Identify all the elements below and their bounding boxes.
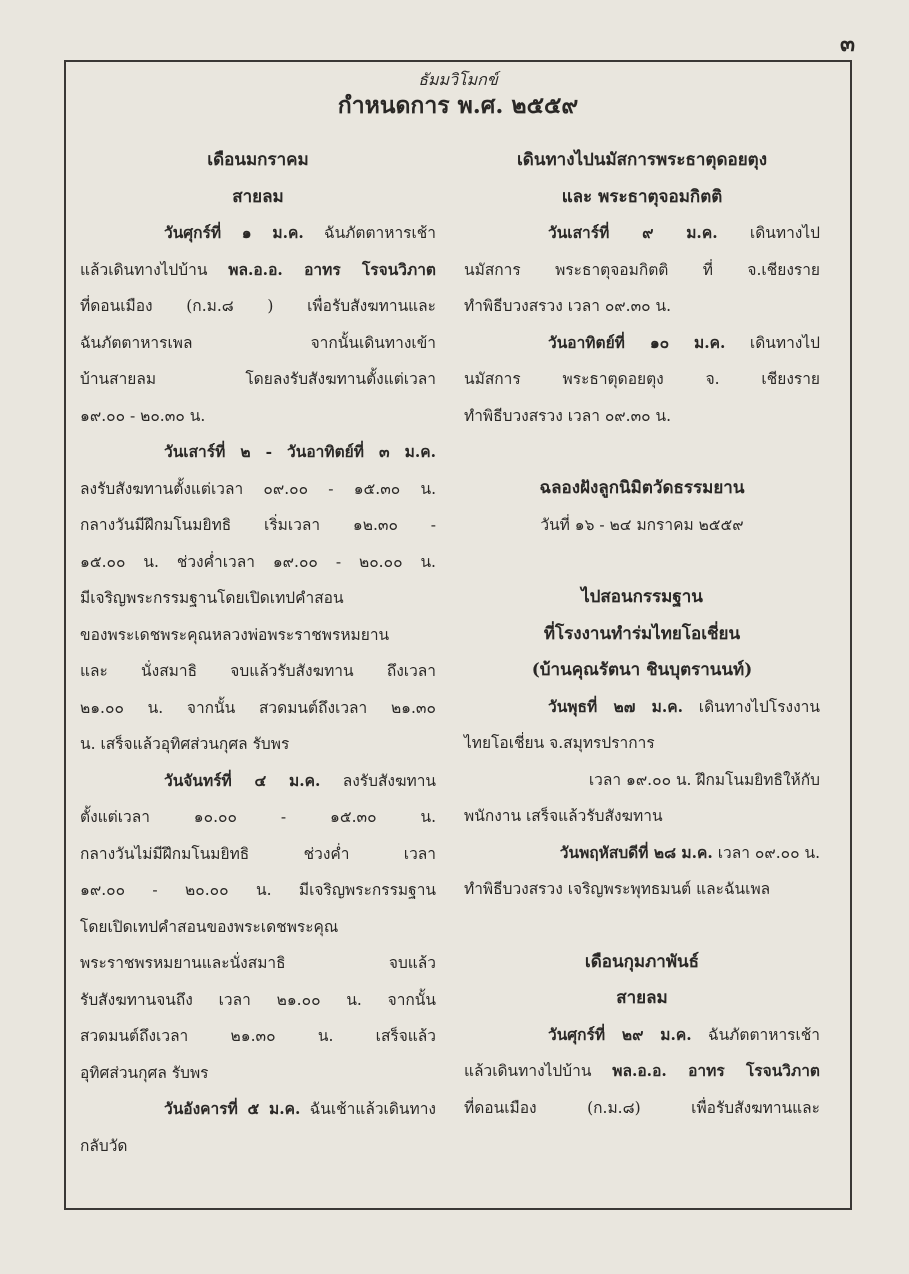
section-heading: สายลม	[616, 988, 668, 1008]
text-line	[464, 507, 820, 544]
line-text: เดินทางไป	[725, 333, 820, 352]
date-label: วันศุกร์ที่ ๒๙ ม.ค.	[548, 1024, 692, 1044]
text-line	[80, 836, 436, 873]
line-text: ฉันภัตตาหารเช้า	[303, 224, 437, 242]
spacer	[464, 908, 820, 944]
text-line	[80, 215, 436, 252]
line-text: ๑๙.๐๐ - ๒๐.๓๐ น.	[80, 406, 206, 425]
section-heading: ที่โรงงานทำร่มไทยโอเชี่ยน	[543, 623, 741, 644]
date-label: วันศุกร์ที่ ๑ ม.ค.	[164, 223, 304, 242]
left-column	[80, 142, 436, 1164]
line-text: มีเจริญพระกรรมฐานโดยเปิดเทปคำสอน	[80, 589, 344, 607]
line-text: เดินทางไปโรงงาน	[683, 697, 820, 716]
line-text: ลงรับสังฆทานตั้งแต่เวลา ๐๙.๐๐ - ๑๕.๓๐ น.	[80, 479, 436, 498]
line-text: แล้วเดินทางไปบ้าน	[464, 1062, 613, 1080]
line-text: ฉันภัตตาหารเพล จากนั้นเดินทางเข้า	[80, 333, 436, 352]
page-frame	[64, 60, 852, 1210]
line-text: ๒๑.๐๐ น. จากนั้น สวดมนต์ถึงเวลา ๒๑.๓๐	[80, 698, 436, 717]
date-label: วันอาทิตย์ที่ ๑๐ ม.ค.	[548, 332, 726, 352]
line-text: เวลา ๐๙.๐๐ น.	[712, 843, 820, 862]
line-text: ตั้งแต่เวลา ๑๐.๐๐ - ๑๕.๓๐ น.	[80, 808, 436, 826]
date-label: วันอังคารที่ ๕ ม.ค.	[164, 1099, 301, 1118]
section-heading: เดินทางไปนมัสการพระธาตุดอยตุง	[516, 150, 768, 170]
line-text: กลางวันมีฝึกมโนมยิทธิ เริ่มเวลา ๑๒.๓๐ -	[80, 516, 436, 534]
text-line	[80, 471, 436, 508]
page-number: ๓	[839, 31, 855, 57]
text-line	[464, 215, 820, 252]
line-text: โดยเปิดเทปคำสอนของพระเดชพระคุณ	[80, 917, 339, 936]
date-label: วันพุธที่ ๒๗ ม.ค.	[548, 696, 683, 716]
date-label: วันเสาร์ที่ ๒ - วันอาทิตย์ที่ ๓ ม.ค.	[164, 442, 436, 461]
line-text: และ นั่งสมาธิ จบแล้วรับสังฆทาน ถึงเวลา	[80, 662, 436, 680]
line-text: วันที่ ๑๖ - ๒๔ มกราคม ๒๕๕๙	[540, 515, 744, 534]
line-text: ฉันเช้าแล้วเดินทาง	[300, 1100, 436, 1118]
text-line	[464, 762, 820, 799]
date-label: วันจันทร์ที่ ๔ ม.ค.	[164, 770, 321, 790]
spacer	[464, 434, 820, 470]
line-text: น. เสร็จแล้วอุทิศส่วนกุศล รับพร	[80, 735, 290, 753]
text-line	[80, 1018, 436, 1055]
line-text: นมัสการ พระธาตุดอยตุง จ. เชียงราย	[464, 370, 820, 388]
text-line	[80, 653, 436, 690]
line-text: เดินทางไป	[717, 224, 821, 242]
text-line	[464, 871, 820, 908]
section-heading: ฉลองฝังลูกนิมิตวัดธรรมยาน	[539, 478, 745, 498]
line-text: ทำพิธีบวงสรวง เวลา ๐๙.๓๐ น.	[464, 297, 672, 315]
text-line	[464, 288, 820, 325]
text-line	[80, 1055, 436, 1092]
text-line	[80, 544, 436, 581]
text-line	[464, 325, 820, 362]
text-line	[464, 725, 820, 762]
section-heading: ไปสอนกรรมฐาน	[581, 587, 703, 607]
line-text: บ้านสายลม โดยลงรับสังฆทานตั้งแต่เวลา	[80, 370, 436, 388]
running-header: ธัมมวิโมกข์	[418, 70, 498, 89]
text-line	[80, 617, 436, 654]
line-text: ทำพิธีบวงสรวง เจริญพระพุทธมนต์ และฉันเพล	[464, 880, 771, 898]
text-line	[80, 1128, 436, 1165]
text-line	[464, 1053, 820, 1090]
line-text: พระราชพรหมยานและนั่งสมาธิ จบแล้ว	[80, 954, 436, 972]
line-text: ฉันภัตตาหารเช้า	[691, 1025, 820, 1044]
text-line	[80, 799, 436, 836]
line-text: รับสังฆทานจนถึง เวลา ๒๑.๐๐ น. จากนั้น	[80, 990, 436, 1009]
person-name: พล.อ.อ. อาทร โรจนวิภาต	[612, 1061, 820, 1080]
line-text: ทำพิธีบวงสรวง เวลา ๐๙.๓๐ น.	[464, 406, 672, 425]
date-label: วันเสาร์ที่ ๙ ม.ค.	[548, 223, 718, 242]
text-line	[80, 580, 436, 617]
text-line	[80, 982, 436, 1019]
line-text: ๑๙.๐๐ - ๒๐.๐๐ น. มีเจริญพระกรรมฐาน	[80, 881, 436, 899]
text-line	[80, 1091, 436, 1128]
text-line	[80, 398, 436, 435]
section-heading: (บ้านคุณรัตนา ชินบุตรานนท์)	[531, 660, 753, 680]
line-text: กลางวันไม่มีฝึกมโนมยิทธิ ช่วงค่ำ เวลา	[80, 844, 436, 863]
text-line	[80, 361, 436, 398]
text-line	[464, 689, 820, 726]
line-text: อุทิศส่วนกุศล รับพร	[80, 1063, 209, 1082]
text-line	[80, 690, 436, 727]
text-line	[80, 252, 436, 289]
section-heading: และ พระธาตุจอมกิตติ	[561, 186, 723, 207]
text-line	[80, 726, 436, 763]
text-line	[464, 835, 820, 872]
spacer	[464, 543, 820, 579]
section-heading: เดือนมกราคม	[207, 150, 309, 170]
date-label: วันพฤหัสบดีที่ ๒๘ ม.ค.	[559, 842, 713, 862]
section-heading: เดือนกุมภาพันธ์	[584, 951, 700, 972]
text-line	[464, 361, 820, 398]
text-line	[80, 507, 436, 544]
person-name: พล.อ.อ. อาทร โรจนวิภาต	[228, 259, 436, 279]
line-text: ลงรับสังฆทาน	[320, 771, 436, 790]
line-text: นมัสการ พระธาตุจอมกิตติ ที่ จ.เชียงราย	[464, 260, 820, 279]
line-text: ของพระเดชพระคุณหลวงพ่อพระราชพรหมยาน	[80, 625, 390, 644]
section-heading: สายลม	[232, 186, 284, 207]
text-line	[80, 325, 436, 362]
text-line	[464, 1090, 820, 1127]
text-line	[80, 909, 436, 946]
line-text: ไทยโอเชี่ยน จ.สมุทรปราการ	[464, 734, 655, 752]
right-column	[464, 142, 820, 1126]
line-text: ที่ดอนเมือง (ก.ม.๘) เพื่อรับสังฆทานและ	[464, 1098, 820, 1117]
line-text: แล้วเดินทางไปบ้าน	[80, 260, 229, 279]
text-line	[80, 763, 436, 800]
text-line	[464, 798, 820, 835]
page-title: กำหนดการ พ.ศ. ๒๕๕๙	[337, 92, 579, 119]
text-line	[80, 872, 436, 909]
text-line	[80, 434, 436, 471]
line-text: เวลา ๑๙.๐๐ น. ฝึกมโนมยิทธิให้กับ	[588, 770, 820, 789]
line-text: ที่ดอนเมือง (ก.ม.๘ ) เพื่อรับสังฆทานและ	[80, 297, 436, 315]
line-text: สวดมนต์ถึงเวลา ๒๑.๓๐ น. เสร็จแล้ว	[80, 1027, 436, 1045]
text-line	[80, 945, 436, 982]
line-text: ๑๕.๐๐ น. ช่วงค่ำเวลา ๑๙.๐๐ - ๒๐.๐๐ น.	[80, 552, 436, 571]
line-text: พนักงาน เสร็จแล้วรับสังฆทาน	[464, 807, 663, 825]
line-text: กลับวัด	[80, 1136, 128, 1155]
text-line	[464, 252, 820, 289]
text-line	[464, 1017, 820, 1054]
text-line	[80, 288, 436, 325]
text-line	[464, 398, 820, 435]
